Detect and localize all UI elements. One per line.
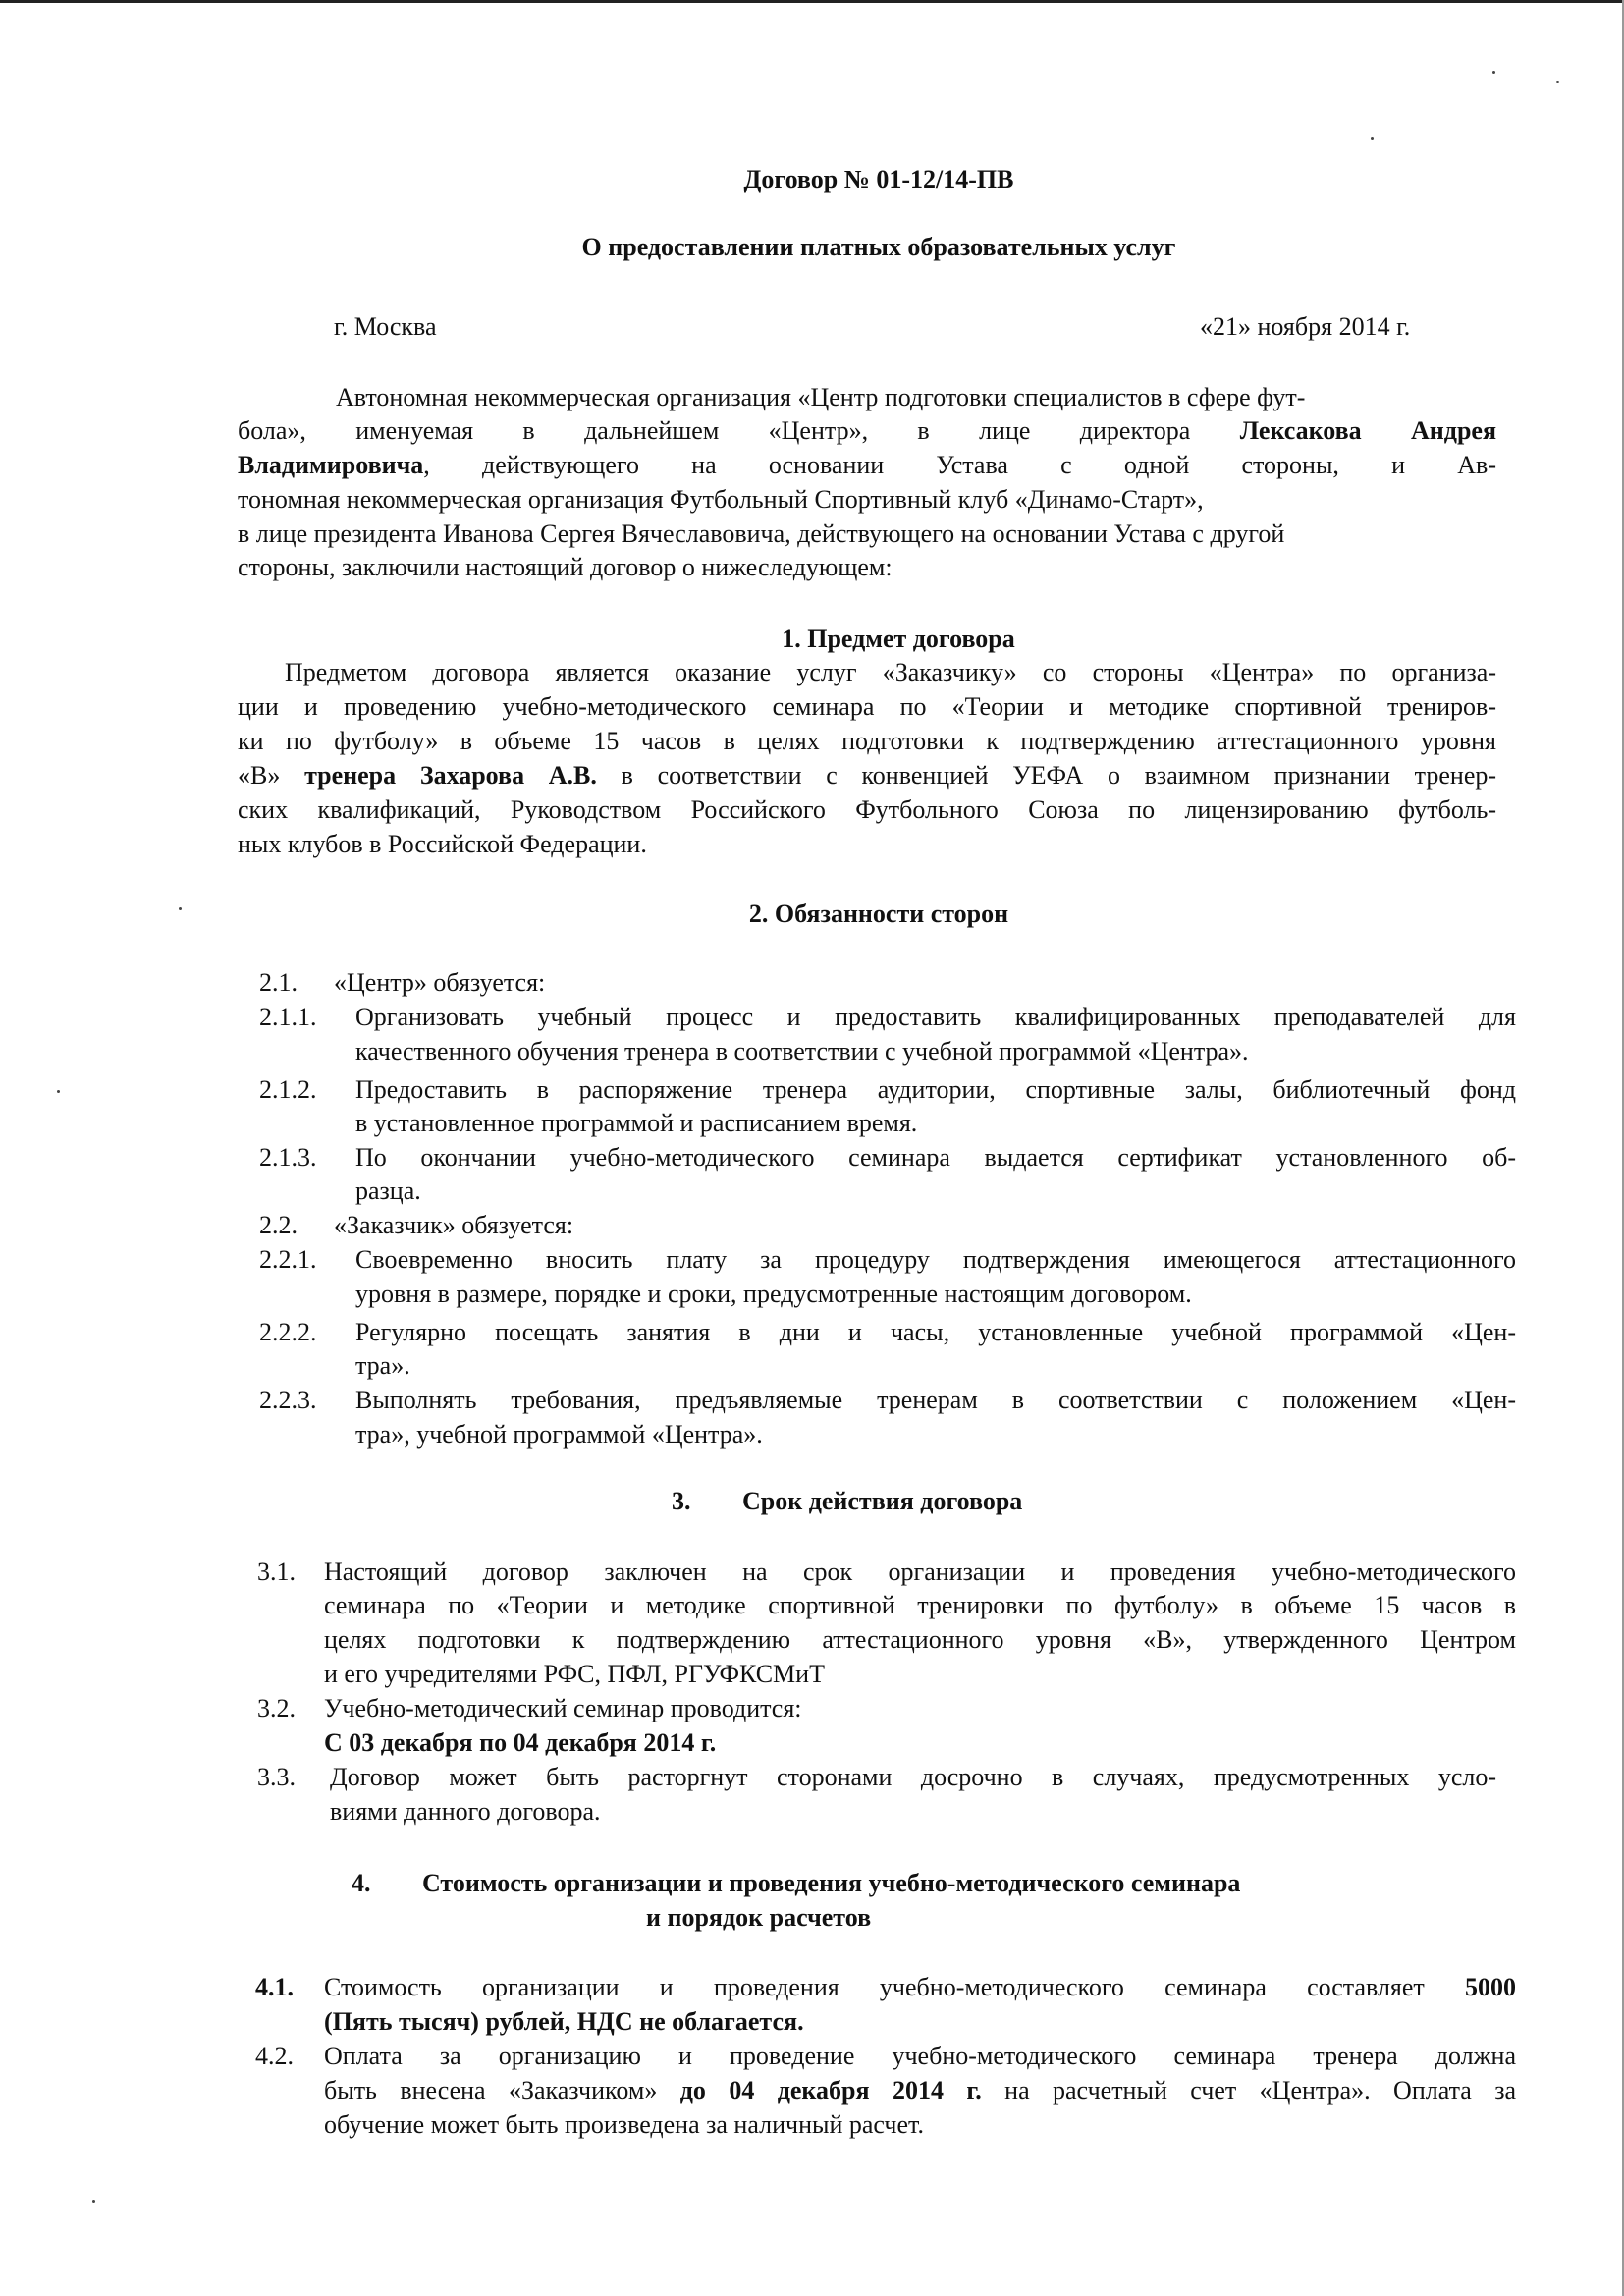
clause-number: 2.2.3. bbox=[259, 1386, 317, 1414]
section-2-heading: 2. Обязанности сторон bbox=[748, 900, 1009, 928]
clause-number: 2.2.1. bbox=[259, 1245, 317, 1274]
scan-speck bbox=[57, 1090, 60, 1093]
scan-speck bbox=[92, 2200, 95, 2203]
s1-line: ных клубов в Российской Федерации. bbox=[238, 830, 647, 858]
cost-amount: 5000 bbox=[1465, 1973, 1517, 2001]
scan-edge-top bbox=[0, 0, 1624, 3]
clause-text: качественного обучения тренера в соответствии с учебной программой «Центра». bbox=[355, 1037, 1249, 1066]
clause-number: 4.1. bbox=[255, 1973, 294, 2001]
s1-line: ки по футболу» в объеме 15 часов в целях подготовки к подтверждению аттестационного уровня bbox=[238, 727, 1496, 755]
cost-text: Стоимость организации и проведения учебно-методического семинара составляет bbox=[324, 1973, 1425, 2001]
s1-text: в соответствии с конвенцией УЕФА о взаимном признании тренер- bbox=[621, 761, 1497, 790]
clause-text: «Заказчик» обязуется: bbox=[334, 1211, 574, 1239]
clause-number: 2.1.1. bbox=[259, 1003, 317, 1031]
preamble-text: бола», именуемая в дальнейшем «Центр», в лице директора bbox=[238, 416, 1191, 445]
s1-level: «В» bbox=[238, 761, 281, 790]
clause-text: уровня в размере, порядке и сроки, предусмотренные настоящим договором. bbox=[355, 1280, 1192, 1308]
clause-text: «Центр» обязуется: bbox=[334, 968, 546, 997]
section-4-heading-cont: и порядок расчетов bbox=[646, 1903, 872, 1932]
preamble-line bbox=[238, 416, 1496, 446]
preamble-line: в лице президента Иванова Сергея Вячеславовича, действующего на основании Устава с другой bbox=[238, 519, 1285, 548]
clause-text: Учебно-методический семинар проводится: bbox=[324, 1694, 802, 1722]
clause-text: Настоящий договор заключен на срок организации и проведения учебно-методического bbox=[324, 1558, 1516, 1586]
clause-text: Предоставить в распоряжение тренера аудитории, спортивные залы, библиотечный фонд bbox=[355, 1075, 1516, 1104]
clause-text bbox=[324, 2076, 1516, 2105]
clause-text: тра», учебной программой «Центра». bbox=[355, 1420, 763, 1449]
clause-number: 2.1.2. bbox=[259, 1075, 317, 1104]
contract-subtitle: О предоставлении платных образовательных услуг bbox=[581, 233, 1176, 261]
clause-text: Выполнять требования, предъявляемые тренерам в соответствии с положением «Цен- bbox=[355, 1386, 1516, 1414]
s1-line bbox=[238, 761, 1496, 791]
preamble-line: тономная некоммерческая организация Футбольный Спортивный клуб «Динамо-Старт», bbox=[238, 485, 1204, 514]
seminar-dates: С 03 декабря по 04 декабря 2014 г. bbox=[324, 1728, 717, 1757]
clause-number: 3.2. bbox=[257, 1694, 296, 1722]
preamble-text: , действующего на основании Устава с одной стороны, и Ав- bbox=[423, 451, 1496, 479]
contract-title: Договор № 01-12/14-ПВ bbox=[743, 165, 1014, 193]
section-3-heading: Срок действия договора bbox=[742, 1487, 1023, 1515]
clause-text: целях подготовки к подтверждению аттестационного уровня «В», утвержденного Центром bbox=[324, 1625, 1516, 1654]
clause-text: и его учредителями РФС, ПФЛ, РГУФКСМиТ bbox=[324, 1660, 825, 1688]
contract-date: «21» ноября 2014 г. bbox=[1200, 312, 1411, 341]
clause-number: 2.1.3. bbox=[259, 1143, 317, 1172]
section-3-number: 3. bbox=[672, 1487, 691, 1515]
clause-text: Договор может быть расторгнут сторонами досрочно в случаях, предусмотренных усло- bbox=[330, 1763, 1496, 1791]
section-1-heading: 1. Предмет договора bbox=[782, 625, 1015, 653]
clause-text: Регулярно посещать занятия в дни и часы, установленные учебной программой «Цен- bbox=[355, 1318, 1516, 1346]
contract-city: г. Москва bbox=[334, 312, 437, 341]
clause-text bbox=[324, 1973, 1516, 2002]
scan-speck bbox=[1492, 71, 1495, 74]
clause-text: виями данного договора. bbox=[330, 1797, 601, 1826]
clause-number: 2.2. bbox=[259, 1211, 298, 1239]
preamble-line: Автономная некоммерческая организация «Центр подготовки специалистов в сфере фут- bbox=[336, 383, 1306, 411]
clause-text: в установленное программой и расписанием время. bbox=[355, 1109, 918, 1137]
clause-number: 3.3. bbox=[257, 1763, 296, 1791]
payment-deadline: до 04 декабря 2014 г. bbox=[679, 2076, 982, 2105]
clause-number: 2.2.2. bbox=[259, 1318, 317, 1346]
clause-text: разца. bbox=[355, 1176, 421, 1205]
clause-text: тра». bbox=[355, 1351, 410, 1380]
payment-text: на расчетный счет «Центра». Оплата за bbox=[1004, 2076, 1517, 2105]
s1-line: ции и проведению учебно-методического семинара по «Теории и методике спортивной трениров- bbox=[238, 692, 1496, 721]
clause-text: По окончании учебно-методического семинара выдается сертификат установленного об- bbox=[355, 1143, 1516, 1172]
clause-text: Организовать учебный процесс и предоставить квалифицированных преподавателей для bbox=[355, 1003, 1516, 1031]
s1-line: ских квалификаций, Руководством Российского Футбольного Союза по лицензированию футболь- bbox=[238, 795, 1496, 824]
section-4-number: 4. bbox=[352, 1869, 371, 1897]
clause-text: Оплата за организацию и проведение учебно-методического семинара тренера должна bbox=[324, 2042, 1516, 2070]
section-4-heading: Стоимость организации и проведения учебно-методического семинара bbox=[422, 1869, 1241, 1897]
clause-text: семинара по «Теории и методике спортивной тренировки по футболу» в объеме 15 часов в bbox=[324, 1591, 1516, 1619]
scan-speck bbox=[1371, 137, 1374, 140]
scan-speck bbox=[1556, 81, 1559, 83]
s1-line: Предметом договора является оказание услуг «Заказчику» со стороны «Центра» по организа- bbox=[285, 658, 1496, 686]
clause-number: 2.1. bbox=[259, 968, 298, 997]
payment-text: быть внесена «Заказчиком» bbox=[324, 2076, 658, 2105]
cost-words: (Пять тысяч) рублей, НДС не облагается. bbox=[324, 2007, 804, 2036]
clause-number: 4.2. bbox=[255, 2042, 294, 2070]
clause-number: 3.1. bbox=[257, 1558, 296, 1586]
clause-text: Своевременно вносить плату за процедуру подтверждения имеющегося аттестационного bbox=[355, 1245, 1516, 1274]
director-patronymic: Владимировича bbox=[238, 451, 424, 479]
director-name: Лексакова Андрея bbox=[1239, 416, 1497, 445]
preamble-line bbox=[238, 451, 1496, 480]
clause-text: обучение может быть произведена за наличный расчет. bbox=[324, 2110, 924, 2139]
preamble-line: стороны, заключили настоящий договор о нижеследующем: bbox=[238, 553, 893, 581]
trainer-name: тренера Захарова А.В. bbox=[304, 761, 597, 790]
